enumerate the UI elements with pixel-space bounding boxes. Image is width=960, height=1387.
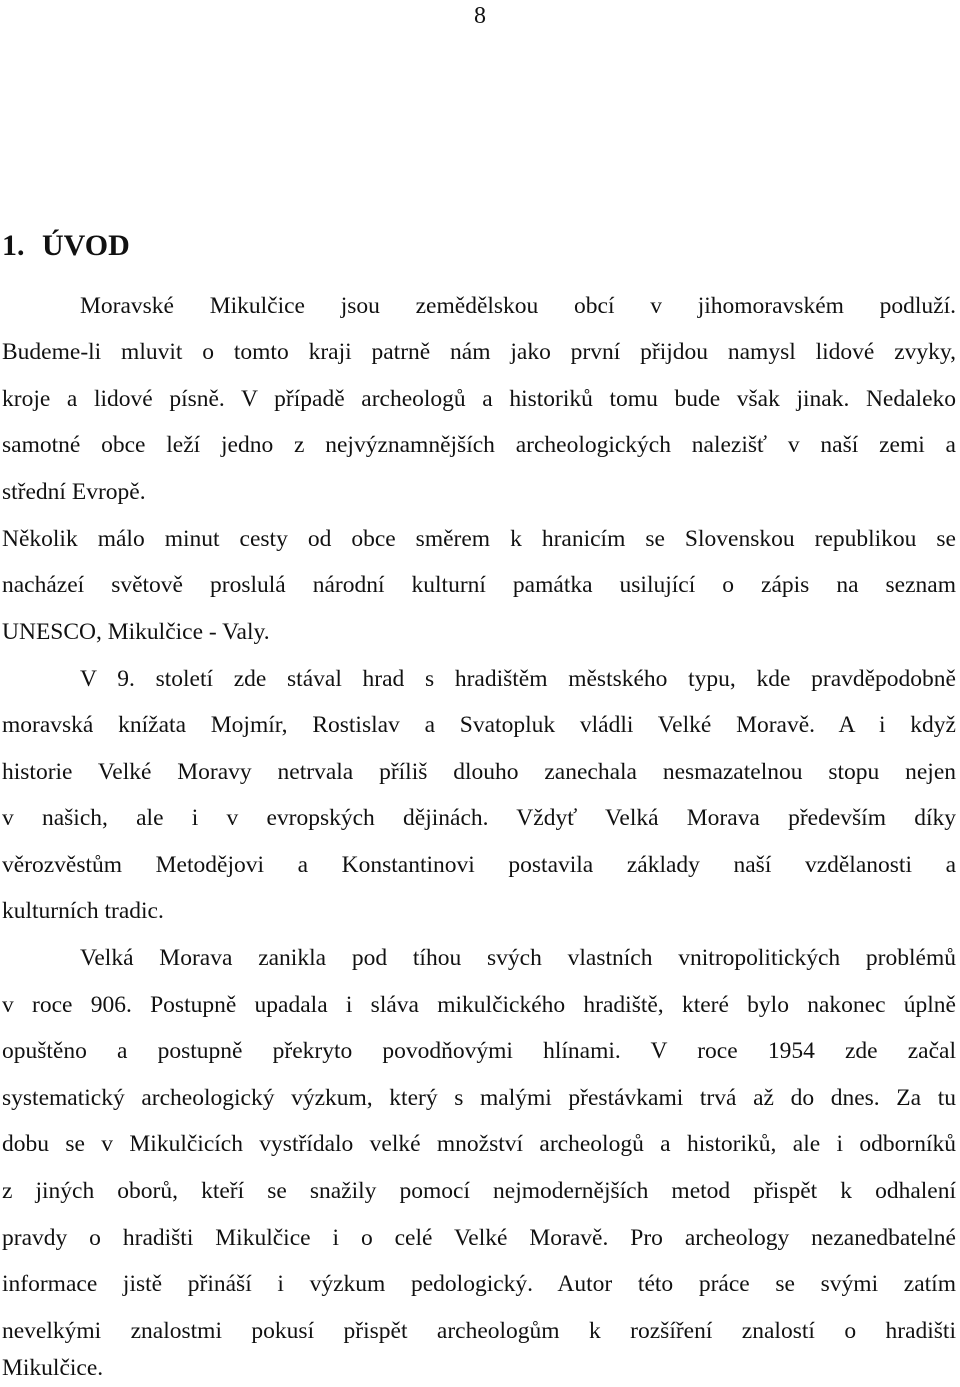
text-line: kroje a lidové písně. V případě archeologů a historiků tomu bude však jinak. Nedaleko [2,386,956,412]
text-line: samotné obce leží jedno z nejvýznamnějších archeologických nalezišť v naší zemi a [2,432,956,458]
text-line: z jiných oborů, kteří se snažily pomocí nejmodernějších metod přispět k odhalení [2,1178,956,1204]
text-line: Několik málo minut cesty od obce směrem k hranicím se Slovenskou republikou se [2,526,956,552]
text-line: nevelkými znalostmi pokusí přispět archeologům k rozšíření znalostí o hradišti [2,1318,956,1344]
text-line: nacházeí světově proslulá národní kulturní památka usilující o zápis na seznam [2,572,956,598]
text-line: Mikulčice. [2,1355,104,1381]
text-line: opuštěno a postupně překryto povodňovými hlínami. V roce 1954 zde začal [2,1038,956,1064]
page-number: 8 [474,3,486,29]
text-line: moravská knížata Mojmír, Rostislav a Svatopluk vládli Velké Moravě. A i když [2,712,956,738]
section-heading [2,228,130,264]
text-line: v našich, ale i v evropských dějinách. Vždyť Velká Morava především díky [2,805,956,831]
text-line: historie Velké Moravy netrvala příliš dlouho zanechala nesmazatelnou stopu nejen [2,759,956,785]
text-line: systematický archeologický výzkum, který s malými přestávkami trvá až do dnes. Za tu [2,1085,956,1111]
text-line: dobu se v Mikulčicích vystřídalo velké množství archeologů a historiků, ale i odborníků [2,1131,956,1157]
text-line: střední Evropě. [2,479,146,505]
text-line: Budeme-li mluvit o tomto kraji patrně nám jako první přijdou namysl lidové zvyky, [2,339,956,365]
text-line: v roce 906. Postupně upadala i sláva mikulčického hradiště, které bylo nakonec úplně [2,992,956,1018]
text-line: kulturních tradic. [2,898,164,924]
text-line: Velká Morava zanikla pod tíhou svých vlastních vnitropolitických problémů [80,945,956,971]
text-line: V 9. století zde stával hrad s hradištěm městského typu, kde pravděpodobně [80,666,956,692]
text-line: pravdy o hradišti Mikulčice i o celé Velké Moravě. Pro archeology nezanedbatelné [2,1225,956,1251]
section-number: 1. [2,229,25,262]
section-title: ÚVOD [42,229,130,262]
text-line: Moravské Mikulčice jsou zemědělskou obcí v jihomoravském podluží. [80,293,956,319]
text-line: UNESCO, Mikulčice - Valy. [2,619,270,645]
text-line: věrozvěstům Metodějovi a Konstantinovi postavila základy naší vzdělanosti a [2,852,956,878]
text-line: informace jistě přináší i výzkum pedologický. Autor této práce se svými zatím [2,1271,956,1297]
